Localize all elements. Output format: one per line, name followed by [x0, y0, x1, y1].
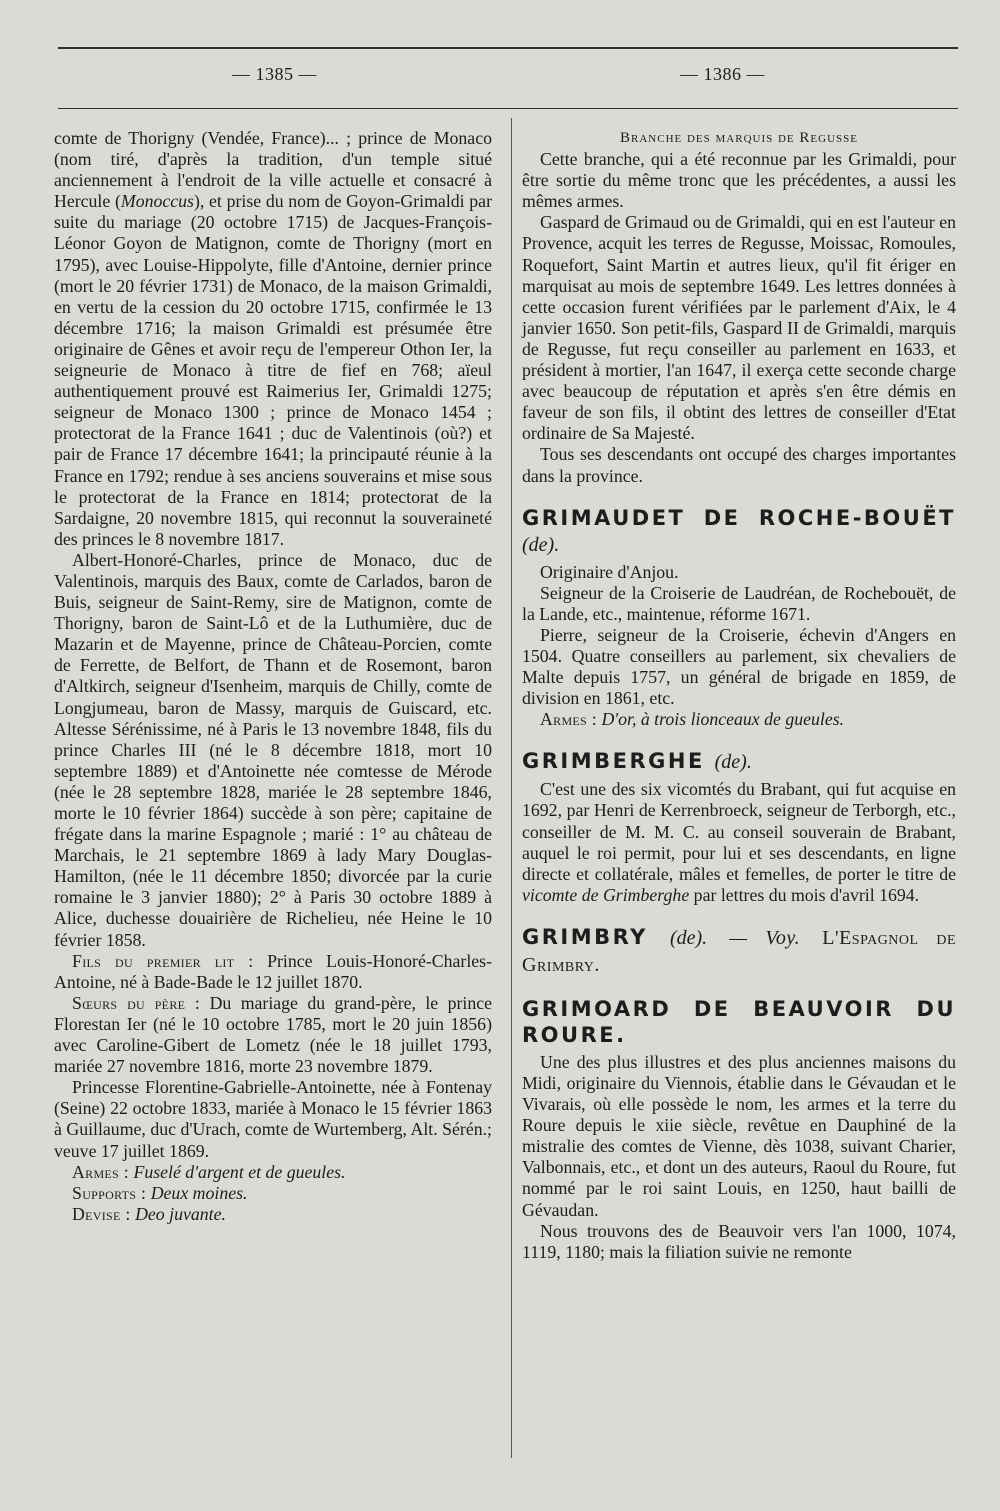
paragraph-albert: Albert-Honoré-Charles, prince de Monaco, duc de Valentinois, marquis des Baux, comte de Carlados, baron de Buis, seigneur de Saint-Remy, sire de Matignon, comte de Thorigny, baron de Saint-Lô et de la Luthumière, duc de Mazarin et de Mayenne, prince de Château-Porcien, comte de Ferrette, de Belfort, de Thann et de Rosemont, baron d'Altkirch, seigneur d'Isenheim, marquis de Chilly, comte de Longjumeau, baron de Massy, marquis de Guiscard, etc. Altesse Sérénissime, né à Paris le 13 novembre 1848, fils du prince Charles III (né le 8 décembre 1818, mort 10 septembre 1889) et d'Antoinette née comtesse de Mérode (née le 28 septembre 1828, mariée le 28 septembre 1846, morte le 10 février 1864) succède à son père; capitaine de frégate dans la marine Espagnole ; marié : 1° au château de Marchais, le 21 septembre 1869 à lady Mary Douglas-Hamilton, (née le 11 décembre 1850; divorcée par la curie romaine le 3 janvier 1880); 2° à Paris 30 octobre 1889 à Alice, duchesse douairière de Richelieu, née Heine le 10 février 1858. [54, 549, 492, 950]
armes-label: Armes : [72, 1161, 130, 1182]
paragraph-branch: Cette branche, qui a été reconnue par les Grimaldi, pour être sortie du même tronc que les précédentes, a aussi les mêmes armes. [522, 149, 956, 212]
paragraph-grimoard: Une des plus illustres et des plus anciennes maisons du Midi, originaire du Viennois, établie dans le Gévaudan et le Vivarais, où elle possède le nom, les armes et la terre du Roure depuis le xiie siècle, revêtue en Dauphiné de la mistralie des comtes de Vienne, dès 1038, suivant Charier, Valbonnais, etc., et dont un des auteurs, Raoul du Roure, fut nommé par le roi saint Louis, en 1250, haut bailli de Gévaudan. [522, 1051, 956, 1220]
paragraph-princesse: Princesse Florentine-Gabrielle-Antoinette, née à Fontenay (Seine) 22 octobre 1833, mariée à Monaco le 15 février 1863 à Guillaume, duc d'Urach, comte de Wurtemberg, Alt. Sérén.; veuve 17 juillet 1869. [54, 1077, 492, 1161]
devise-label: Devise : [72, 1203, 131, 1224]
column-divider [511, 118, 512, 1458]
paragraph-beauvoir: Nous trouvons des de Beauvoir vers l'an 1000, 1074, 1119, 1180; mais la filiation suivie ne remonte [522, 1220, 956, 1262]
devise-line: Devise : Deo juvante. [72, 1203, 226, 1224]
armes-line-grimaudet: Armes : D'or, à trois lionceaux de gueules. [540, 709, 845, 730]
header-rule [58, 108, 958, 109]
supports-line: Supports : Deux moines. [72, 1182, 248, 1203]
top-rule [58, 47, 958, 49]
entry-heading-grimbry: GRIMBRY (de). — Voy. L'Espagnol de Grimbry. [522, 924, 957, 976]
paragraph-gaspard: Gaspard de Grimaud ou de Grimaldi, qui en est l'auteur en Provence, acquit les terres de Regusse, Moissac, Romoules, Roquefort, Saint Martin et autres lieux, qu'il fit ériger en marquisat au mois de septembre 1649. Les lettres données à cette occasion furent vérifiées par le parlement d'Aix, le 4 janvier 1650. Son petit-fils, Gaspard II de Grimaldi, marquis de Regusse, fut reçu conseiller au parlement en 1633, et président à mortier, l'an 1647, il exerça cette seconde charge avec beaucoup de réputation et après s'en être démis en faveur de son fils, il obtint des lettres de conseiller d'Etat ordinaire de Sa Majesté. [522, 212, 956, 444]
supports-label: Supports : [72, 1182, 147, 1203]
paragraph-grimberghe: C'est une des six vicomtés du Brabant, qui fut acquise en 1692, par Henri de Kerrenbroeck, seigneur de Terborgh, etc., conseiller de M. M. C. au conseil souverain de Brabant, auquel le roi permit, pour lui et ses descendants, en ligne directe et collatérale, mâles et femelles, de porter le titre de vicomte de Grimberghe par lettres du mois d'avril 1694. [522, 779, 956, 905]
page-number-right: — 1386 — [680, 64, 765, 84]
paragraph-descendants: Tous ses descendants ont occupé des charges importantes dans la province. [522, 444, 956, 486]
page-number-left: — 1385 — [232, 64, 317, 84]
italic-text: Monoccus [120, 191, 194, 212]
paragraph-pierre: Pierre, seigneur de la Croiserie, échevin d'Angers en 1504. Quatre conseillers au parlement, six chevaliers de Malte depuis 1757, un général de brigade en 1859, de division en 1861, etc. [522, 624, 956, 709]
paragraph-fils: Fils du premier lit : Prince Louis-Honoré-Charles-Antoine, né à Bade-Bade le 12 juillet 1870. [54, 950, 492, 992]
armes-line: Armes : Fuselé d'argent et de gueules. [72, 1161, 346, 1182]
branch-heading: Branche des marquis de Regusse [620, 130, 858, 146]
paragraph-anjou: Originaire d'Anjou. [540, 561, 679, 582]
section-label: Sœurs du père : [72, 992, 201, 1013]
paragraph-monaco: comte de Thorigny (Vendée, France)... ; prince de Monaco (nom tiré, d'après la tradition, d'un temple situé anciennement à l'endroit de la ville actuelle et consacré à Hercule (Monoccus), et prise du nom de Goyon-Grimaldi par suite du mariage (20 octobre 1715) de Jacques-François-Léonor Goyon de Matignon, comte de Thorigny (mort en 1795), avec Louise-Hippolyte, fille d'Antoine, dernier prince (mort le 20 février 1731) de Monaco, de la maison Grimaldi, en vertu de la cession du 20 octobre 1715, confirmée le 13 décembre 1716; la maison Grimaldi est présumée être originaire de Gênes et avoir reçu de l'empereur Othon Ier, la seigneurie de Monaco à titre de fief en 768; aïeul authentiquement prouvé est Raimerius Ier, Grimaldi 1275; seigneur de Monaco 1300 ; prince de Monaco 1454 ; protectorat de la France 1641 ; duc de Valentinois (où?) et pair de France 17 décembre 1641; la principauté réunie à la France en 1792; rendue à ses anciens souverains et mise sous le protectorat de la France en 1814; protectorat de la Sardaigne, 20 novembre 1815, qui reconnut la souveraineté des princes le 8 novembre 1817. [54, 128, 492, 549]
entry-heading-grimberghe: GRIMBERGHE (de). [522, 749, 752, 774]
entry-heading-grimaudet: GRIMAUDET DE ROCHE-BOUËT (de). [522, 505, 956, 556]
left-column [54, 128, 492, 1225]
paragraph-seigneur: Seigneur de la Croiserie de Laudréan, de Rochebouët, de la Lande, etc., maintenue, réforme 1671. [522, 582, 956, 624]
entry-heading-grimoard: GRIMOARD DE BEAUVOIR DU ROURE. [522, 996, 956, 1047]
cross-reference: L'Espagnol de Grimbry. [522, 926, 957, 976]
section-label: Fils du premier lit : [72, 950, 254, 971]
paragraph-soeurs: Sœurs du père : Du mariage du grand-père, le prince Florestan Ier (né le 10 octobre 1785, mort le 20 juin 1856) avec Caroline-Gibert de Lometz (née le 18 juillet 1793, mariée 27 novembre 1816, morte 23 novembre 1879. [54, 992, 492, 1077]
right-column [522, 128, 956, 1263]
